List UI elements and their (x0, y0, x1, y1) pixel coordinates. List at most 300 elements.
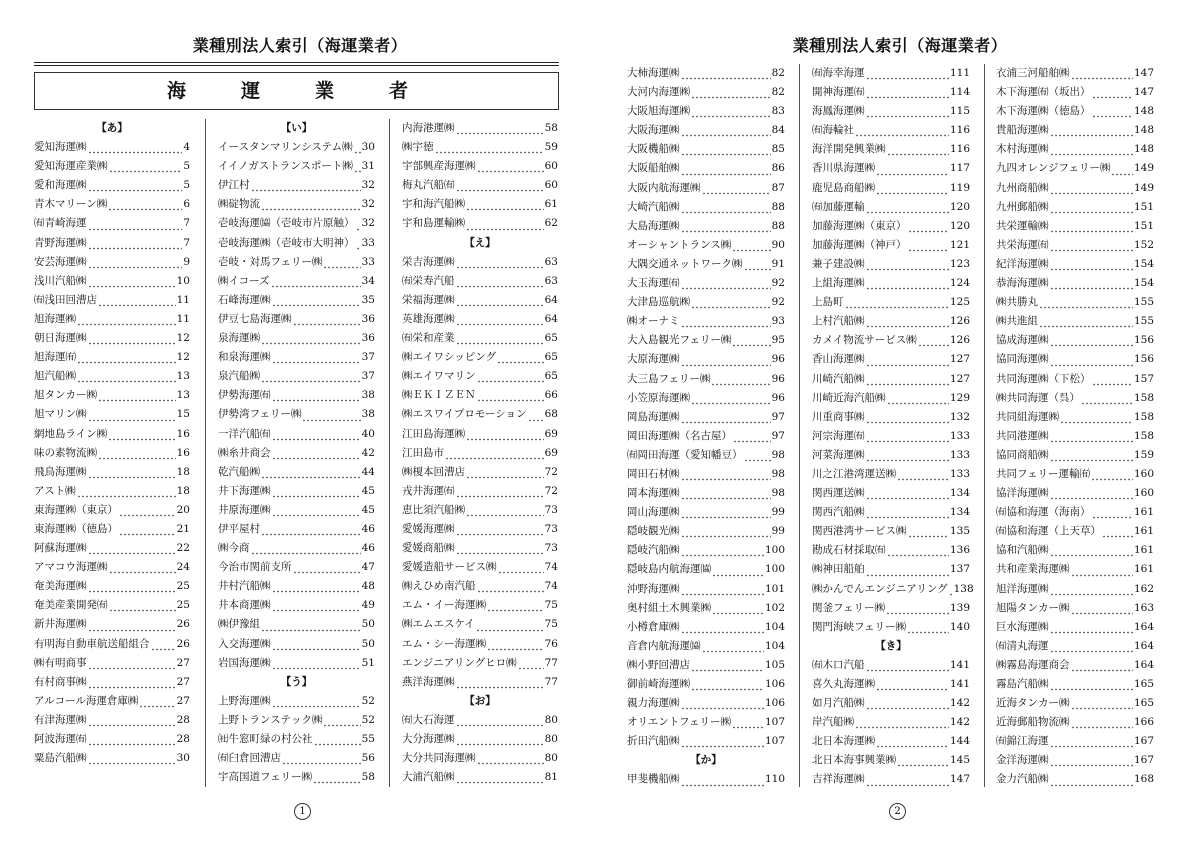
page-ref: 107 (764, 716, 785, 729)
page-ref: 37 (361, 351, 375, 364)
leader-dots (1111, 156, 1133, 175)
company-name: ㈲栄寿汽船 (402, 274, 455, 287)
leader-dots (866, 309, 949, 328)
page-ref: 161 (1133, 544, 1154, 557)
page-ref: 25 (176, 580, 190, 593)
leader-dots (77, 479, 176, 498)
company-name: 井下海運㈱ (218, 484, 271, 497)
leader-dots (681, 462, 771, 481)
leader-dots (282, 746, 361, 765)
section-heading-text: 【え】 (464, 236, 496, 249)
leader-dots (314, 727, 361, 746)
leader-dots (354, 135, 361, 154)
page-ref: 96 (771, 372, 785, 385)
leader-dots (261, 364, 361, 383)
page-ref: 40 (361, 427, 375, 440)
company-name: 旭陽タンカー㈱ (996, 601, 1070, 614)
page-ref: 126 (949, 315, 970, 328)
page-ref: 69 (544, 446, 558, 459)
page-ref: 154 (1133, 277, 1154, 290)
company-name: エム・シー海運㈱ (402, 637, 486, 650)
index-column (996, 64, 1154, 790)
page-ref: 32 (361, 179, 375, 192)
leader-dots (907, 615, 949, 634)
company-name: 燕洋海運㈱ (402, 675, 455, 688)
company-name: 甲斐機船㈱ (627, 773, 680, 786)
page-ref: 5 (183, 179, 190, 192)
leader-dots (1050, 271, 1133, 290)
page-ref: 98 (771, 467, 785, 480)
company-name: 霧島汽船㈱ (996, 678, 1049, 690)
leader-dots (732, 710, 764, 729)
company-name: 内海港運㈱ (402, 122, 455, 134)
leader-dots (302, 402, 360, 421)
page-ref: 73 (544, 522, 558, 535)
leader-dots (88, 402, 176, 421)
page-ref: 160 (1133, 487, 1154, 500)
company-name: ㈲海輪社 (812, 124, 854, 137)
page-ref: 151 (1133, 200, 1154, 213)
index-section-heading (218, 119, 375, 138)
page-ref: 35 (361, 293, 375, 306)
page-number: 2 (889, 803, 906, 820)
company-name: 東海運㈱（東京） (34, 503, 118, 516)
company-name: 江田島市 (402, 446, 444, 459)
company-name: 大隅交通ネットワーク㈱ (627, 257, 743, 270)
company-name: ㈲青崎海運 (34, 217, 87, 230)
company-name: 協同海運㈱ (996, 353, 1049, 366)
company-name: 協和汽船㈱ (996, 544, 1049, 557)
company-name: ㈱エスワイプロモーション (402, 408, 527, 421)
company-name: 新井海運㈱ (34, 618, 87, 631)
company-name: 香川県海運㈱ (812, 162, 875, 175)
leader-dots (1050, 481, 1133, 500)
company-name: 大三島フェリー㈱ (627, 372, 711, 385)
leader-dots (712, 557, 764, 576)
company-name: 有明海自動車航送船組合 (34, 637, 150, 650)
company-name: ㈲協和海運（海南） (996, 506, 1091, 519)
leader-dots (98, 288, 176, 307)
leader-dots (1050, 729, 1133, 748)
page-ref: 106 (764, 678, 785, 690)
leader-dots (681, 61, 771, 80)
leader-dots (732, 233, 770, 252)
page-ref: 136 (949, 544, 970, 557)
leader-dots (681, 577, 764, 596)
leader-dots (108, 192, 182, 211)
company-name: 恵比須汽船㈱ (402, 503, 465, 516)
index-entry (218, 768, 375, 787)
company-name: 壱岐海運㈿（壱岐市片原触） (218, 217, 355, 230)
company-name: 隠岐汽船㈱ (627, 544, 680, 557)
leader-dots (528, 402, 544, 421)
company-name: アルコール海運倉庫㈱ (34, 694, 139, 707)
leader-dots (477, 383, 544, 402)
column-divider (389, 119, 390, 787)
header-rule (34, 62, 559, 63)
page-ref: 60 (544, 160, 558, 173)
company-name: 旭マリン㈱ (34, 408, 87, 421)
page-ref: 74 (544, 561, 558, 574)
company-name: 大阪内航海運㈱ (627, 181, 701, 194)
leader-dots (691, 672, 764, 691)
leader-dots (476, 612, 544, 631)
company-name: 旭汽船㈱ (34, 370, 76, 383)
leader-dots (887, 538, 949, 557)
leader-dots (88, 173, 183, 192)
index-entry (402, 214, 558, 233)
leader-dots (466, 192, 544, 211)
leader-dots (518, 651, 544, 670)
page-ref: 152 (1133, 238, 1154, 251)
page-ref: 144 (949, 735, 970, 748)
page-ref: 11 (176, 293, 190, 306)
company-name: 大島海運㈱ (627, 219, 680, 232)
leader-dots (445, 441, 544, 460)
page-ref: 160 (1133, 467, 1154, 480)
company-name: 江田島海運㈱ (402, 427, 465, 440)
page-ref: 96 (771, 391, 785, 404)
leader-dots (356, 231, 361, 250)
company-name: 奄美産業開発㈲ (34, 599, 108, 612)
leader-dots (866, 61, 949, 80)
leader-dots (1071, 653, 1133, 672)
leader-dots (866, 271, 949, 290)
page-ref: 134 (949, 506, 970, 519)
page-ref: 151 (1133, 219, 1154, 232)
leader-dots (1050, 672, 1133, 691)
page-ref: 126 (949, 334, 970, 347)
leader-dots (681, 615, 764, 634)
page-ref: 80 (544, 733, 558, 745)
page-ref: 142 (949, 716, 970, 729)
leader-dots (77, 307, 176, 326)
company-name: ㈱かんでんエンジニアリング (812, 582, 948, 595)
company-name: 加藤海運㈱（東京） (812, 219, 907, 232)
page-ref: 10 (176, 274, 190, 287)
page-ref: 164 (1133, 620, 1154, 633)
leader-dots (487, 632, 544, 651)
page-ref: 13 (176, 389, 190, 402)
page-ref: 27 (176, 656, 190, 669)
index-column (627, 64, 785, 790)
leader-dots (681, 767, 764, 786)
leader-dots (908, 214, 949, 233)
company-name: 関西汽船㈱ (812, 506, 865, 519)
company-name: ㈱有明商事 (34, 656, 87, 669)
company-name: 宇高国道フェリー㈱ (218, 771, 312, 784)
leader-dots (313, 765, 361, 784)
page-ref: 158 (1133, 429, 1154, 442)
page-ref: 125 (949, 296, 970, 309)
page-ref: 28 (176, 733, 190, 745)
leader-dots (866, 557, 949, 576)
page-ref: 116 (949, 143, 970, 156)
page-ref: 21 (176, 522, 190, 535)
page-ref: 121 (949, 238, 970, 251)
index-entry (812, 770, 970, 789)
index-entry (812, 560, 970, 579)
leader-dots (887, 137, 949, 156)
leader-dots (702, 176, 771, 195)
page-ref: 27 (176, 694, 190, 707)
leader-dots (323, 250, 360, 269)
company-name: 大玉海運㈲ (627, 277, 680, 290)
page-ref: 155 (1133, 315, 1154, 328)
leader-dots (1050, 252, 1133, 271)
leader-dots (88, 708, 176, 727)
leader-dots (1050, 577, 1133, 596)
page-ref: 24 (176, 561, 190, 574)
page-ref: 18 (176, 465, 190, 478)
page-ref: 148 (1133, 124, 1154, 137)
page-ref: 116 (949, 124, 970, 137)
leader-dots (88, 231, 183, 250)
page-ref: 149 (1133, 181, 1154, 194)
page-ref: 30 (361, 141, 375, 154)
company-name: 貴船海運㈱ (996, 124, 1049, 137)
leader-dots (251, 173, 361, 192)
page-ref: 161 (1133, 563, 1154, 576)
page-ref: 148 (1133, 105, 1154, 118)
leader-dots (1050, 347, 1133, 366)
company-name: 旭海運㈲ (34, 351, 76, 364)
page-ref: 127 (949, 353, 970, 366)
page-ref: 16 (176, 427, 190, 440)
leader-dots (897, 462, 949, 481)
leader-dots (691, 653, 764, 672)
header-rule (34, 65, 559, 66)
company-name: 愛知海運㈱ (34, 141, 87, 154)
page-ref: 167 (1133, 754, 1154, 767)
leader-dots (1092, 500, 1133, 519)
leader-dots (456, 173, 544, 192)
company-name: ㈱ＥＫＩＺＥＮ (402, 389, 476, 402)
company-name: ㈲浅田回漕店 (34, 293, 97, 306)
leader-dots (1071, 557, 1133, 576)
company-name: 海洋開発興業㈱ (812, 143, 886, 156)
page-ref: 84 (771, 124, 785, 137)
page-ref: 168 (1133, 773, 1154, 786)
page-ref: 72 (544, 484, 558, 497)
leader-dots (1091, 462, 1133, 481)
page-ref: 124 (949, 277, 970, 290)
company-name: 小樽倉庫㈱ (627, 620, 680, 633)
leader-dots (272, 288, 361, 307)
leader-dots (293, 307, 361, 326)
leader-dots (897, 748, 949, 767)
page-ref: 162 (1133, 582, 1154, 595)
leader-dots (456, 708, 544, 727)
company-name: 栄福海運㈱ (402, 293, 455, 306)
page-ref: 154 (1133, 257, 1154, 270)
company-name: 愛知海運産業㈱ (34, 160, 108, 173)
leader-dots (1092, 99, 1133, 118)
leader-dots (261, 192, 361, 211)
company-name: 川重商事㈱ (812, 410, 865, 423)
index-column (34, 119, 190, 768)
company-name: ㈱宇徳 (402, 141, 434, 154)
leader-dots (272, 651, 361, 670)
company-name: 如月汽船㈱ (812, 697, 865, 710)
index-column (218, 119, 375, 787)
page-ref: 166 (1133, 716, 1154, 729)
leader-dots (681, 195, 771, 214)
leader-dots (272, 422, 361, 441)
company-name: 泉汽船㈱ (218, 370, 260, 383)
page-ref: 5 (183, 160, 190, 173)
leader-dots (1050, 615, 1133, 634)
company-name: 奥村組土木興業㈱ (627, 601, 711, 614)
leader-dots (866, 443, 949, 462)
page-ref: 99 (771, 506, 785, 519)
page-ref: 26 (176, 637, 190, 650)
company-name: 鹿児島商船㈱ (812, 181, 875, 194)
company-name: 井村汽船㈱ (218, 580, 271, 593)
page-ref: 49 (361, 599, 375, 612)
page-ref: 38 (361, 408, 375, 421)
leader-dots (88, 326, 176, 345)
page-ref: 32 (361, 217, 375, 230)
page-ref: 45 (361, 503, 375, 516)
company-name: 大柿海運㈱ (627, 67, 680, 79)
company-name: 井原海運㈱ (218, 503, 271, 516)
page-ref: 34 (361, 274, 375, 287)
leader-dots (456, 765, 544, 784)
company-name: 愛和海運㈱ (34, 179, 87, 192)
company-name: 九州商船㈱ (996, 181, 1049, 194)
index-entry (218, 138, 375, 157)
page-ref: 111 (949, 67, 970, 79)
leader-dots (866, 481, 949, 500)
leader-dots (456, 536, 544, 555)
leader-dots (456, 727, 544, 746)
index-entry (996, 770, 1154, 789)
company-name: 大阪機船㈱ (627, 143, 680, 156)
company-name: 恭海海運㈱ (996, 277, 1049, 290)
page-ref: 6 (183, 198, 190, 211)
company-name: 今治市関前支所 (218, 561, 292, 574)
company-name: 青木マリーン㈱ (34, 198, 108, 211)
leader-dots (1071, 61, 1133, 80)
page-ref: 62 (544, 217, 558, 230)
leader-dots (1071, 710, 1133, 729)
page-ref: 66 (544, 389, 558, 402)
leader-dots (139, 689, 175, 708)
company-name: 共和産業海運㈱ (996, 563, 1070, 576)
leader-dots (109, 555, 176, 574)
leader-dots (681, 481, 771, 500)
company-name: 阿波海運㈲ (34, 733, 87, 745)
company-name: 壱岐海運㈱（壱岐市大明神） (218, 236, 355, 249)
leader-dots (733, 424, 771, 443)
page-ref: 42 (361, 446, 375, 459)
company-name: 安芸海運㈱ (34, 255, 87, 268)
page-ref: 105 (764, 658, 785, 671)
leader-dots (98, 383, 176, 402)
company-name: 伊江村 (218, 179, 250, 192)
leader-dots (456, 116, 544, 135)
page-header: 業種別法人索引（海運業者） (192, 36, 408, 55)
leader-dots (1050, 137, 1133, 156)
leader-dots (949, 577, 953, 596)
page-ref: 59 (544, 141, 558, 154)
leader-dots (1081, 386, 1133, 405)
company-name: 大河内海運㈱ (627, 86, 690, 99)
leader-dots (77, 345, 176, 364)
company-name: エム・イー海運㈱ (402, 599, 486, 612)
page-ref: 157 (1133, 372, 1154, 385)
company-name: 大崎汽船㈱ (627, 200, 680, 213)
company-name: ㈲臼倉回漕店 (218, 752, 281, 765)
leader-dots (866, 195, 949, 214)
company-name: 木村海運㈱ (996, 143, 1049, 156)
page-ref: 33 (361, 236, 375, 249)
leader-dots (261, 326, 361, 345)
company-name: 音倉内航海運㈿ (627, 639, 701, 652)
company-name: 木下海運㈱（徳島） (996, 105, 1091, 118)
company-name: 井本商運㈱ (218, 599, 271, 612)
page-ref: 58 (361, 771, 375, 784)
company-name: オリエントフェリー㈱ (627, 716, 731, 729)
page-ref: 110 (764, 773, 785, 786)
company-name: 大入島観光フェリー㈱ (627, 334, 732, 347)
company-name: 宇和島運輸㈱ (402, 217, 465, 230)
company-name: オーシャントランス㈱ (627, 238, 732, 251)
page-ref: 138 (953, 582, 974, 595)
page-ref: 132 (949, 410, 970, 423)
page-ref: 63 (544, 274, 558, 287)
leader-dots (456, 288, 544, 307)
company-name: 近海郵船物流㈱ (996, 716, 1070, 729)
company-name: 共同港運㈱ (996, 429, 1049, 442)
company-name: 岸汽船㈱ (812, 716, 854, 729)
leader-dots (477, 746, 544, 765)
page-ref: 46 (361, 542, 375, 555)
leader-dots (88, 135, 183, 154)
company-name: 香山海運㈱ (812, 353, 865, 366)
company-name: 関門海峡フェリー㈱ (812, 620, 906, 633)
page-ref: 22 (176, 542, 190, 555)
company-name: イイノガストランスポート㈱ (218, 160, 353, 173)
company-name: ㈱共勝丸 (996, 296, 1038, 309)
company-name: ㈳牛窓町緑の村公社 (218, 733, 313, 745)
page-ref: 100 (764, 544, 785, 557)
company-name: 有津海運㈱ (34, 713, 87, 726)
page-ref: 32 (361, 198, 375, 211)
leader-dots (88, 536, 176, 555)
leader-dots (261, 460, 361, 479)
leader-dots (711, 367, 770, 386)
company-name: 浅川汽船㈱ (34, 274, 87, 287)
page-ref: 156 (1133, 353, 1154, 366)
page-ref: 161 (1133, 525, 1154, 538)
company-name: ㈲加藤運輸 (812, 200, 865, 213)
index-entry (812, 618, 970, 637)
company-name: ㈲清丸海運 (996, 639, 1049, 652)
leader-dots (744, 252, 771, 271)
company-name: ㈱オーナミ (627, 315, 680, 328)
leader-dots (88, 612, 176, 631)
index-entry (627, 770, 785, 789)
leader-dots (866, 347, 949, 366)
company-name: ㈲協和海運（上天草） (996, 525, 1101, 538)
page-ref: 123 (949, 257, 970, 270)
page-number: 1 (294, 803, 311, 820)
index-entry (627, 732, 785, 751)
company-name: 協洋海運㈱ (996, 487, 1049, 500)
company-name: 折田汽船㈱ (627, 735, 680, 748)
